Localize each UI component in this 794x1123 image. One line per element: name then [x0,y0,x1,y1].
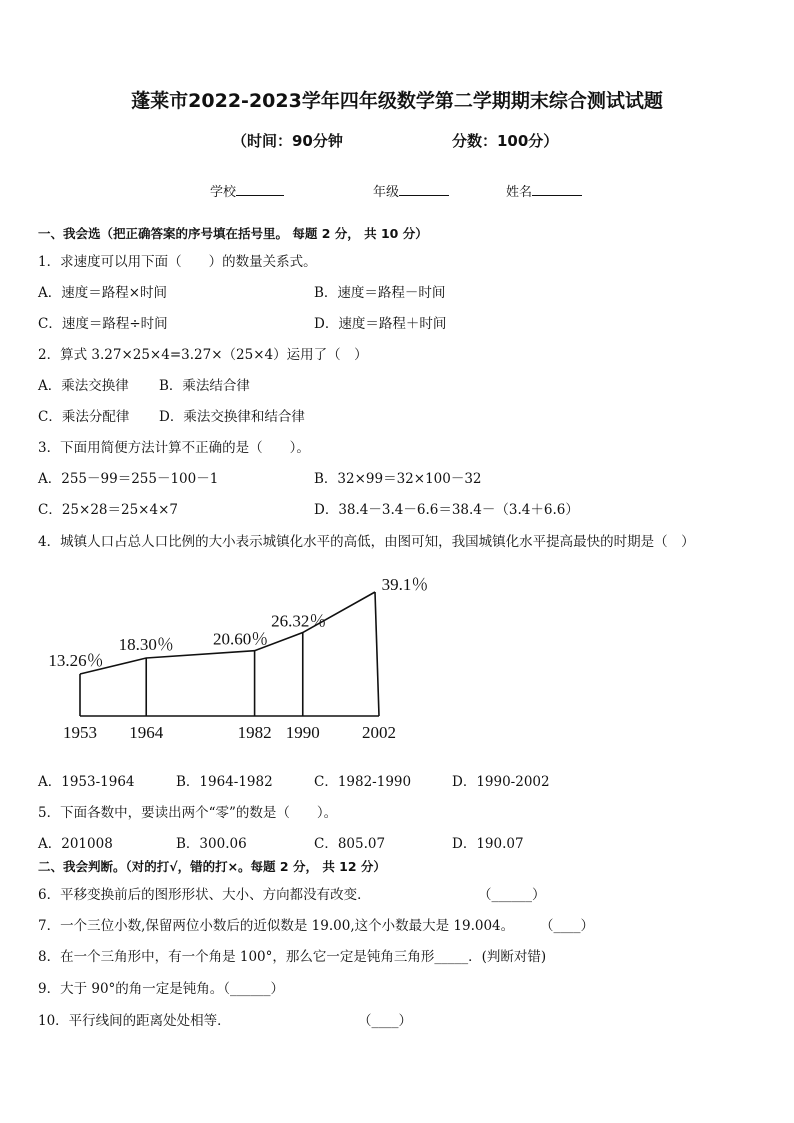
q1-option-a[interactable]: A．速度＝路程×时间 [38,285,168,301]
page-title: 蓬莱市2022-2023学年四年级数学第二学期期末综合测试试题 [131,90,663,112]
chart-data-label: 18.30％ [118,635,174,655]
chart-data-label: 20.60％ [212,629,269,649]
q4-option-b[interactable]: B．1964-1982 [176,774,273,790]
exam-score: 分数：100分） [452,132,559,150]
school-label: 学校 [210,185,237,200]
q2-option-d[interactable]: D．乘法交换律和结合律 [159,409,305,425]
section-2-heading: 二、我会判断。（对的打√，错的打×。每题 2 分， 共 12 分） [38,859,386,874]
q5-option-c[interactable]: C．805.07 [314,836,386,852]
q5-option-a[interactable]: A．201008 [38,836,113,852]
q3-option-a[interactable]: A．255－99＝255－100－1 [38,471,219,487]
q10-answer-blank[interactable]: （____） [358,1013,412,1029]
q4-option-d[interactable]: D．1990-2002 [452,774,550,790]
chart-data-label: 13.26％ [48,651,104,670]
q1-option-c[interactable]: C．速度＝路程÷时间 [38,316,168,332]
q2-option-b[interactable]: B．乘法结合律 [159,378,250,394]
q1-option-b[interactable]: B．速度＝路程－时间 [314,285,446,301]
chart-tick-label: 1964 [129,723,164,742]
section-1-heading: 一、我会选（把正确答案的序号填在括号里。 每题 2 分， 共 10 分） [38,226,428,241]
name-blank[interactable] [532,183,582,196]
q3-option-c[interactable]: C．25×28＝25×4×7 [38,502,178,518]
chart-vertical-2002 [375,592,379,716]
question-2: 2．算式 3.27×25×4=3.27×（25×4）运用了（ ） [38,347,368,363]
school-field [210,181,284,200]
chart-tick-label: 1953 [63,723,97,742]
q1-option-d[interactable]: D．速度＝路程＋时间 [314,316,447,332]
q5-option-d[interactable]: D．190.07 [452,836,524,852]
q7-answer-blank[interactable]: （____） [540,918,594,934]
q3-option-d[interactable]: D．38.4－3.4－6.6＝38.4－（3.4＋6.6） [314,502,579,518]
grade-blank[interactable] [399,183,449,196]
q2-option-c[interactable]: C．乘法分配律 [38,409,130,425]
name-field [506,181,582,200]
question-10: 10．平行线间的距离处处相等． [38,1013,231,1029]
q5-option-b[interactable]: B．300.06 [176,836,247,852]
exam-time: （时间：90分钟 [232,132,343,150]
question-9: 9．大于 90°的角一定是钝角。（______） [38,981,285,997]
q6-answer-blank[interactable]: （______） [478,887,546,903]
question-5: 5．下面各数中，要读出两个“零”的数是（ ）。 [38,805,338,821]
urbanization-chart [30,572,450,752]
q4-option-c[interactable]: C．1982-1990 [314,774,412,790]
q4-option-a[interactable]: A．1953-1964 [38,774,135,790]
grade-field [373,181,449,200]
chart-tick-label: 1982 [237,723,272,742]
chart-data-label: 26.32％ [271,611,327,631]
question-7: 7．一个三位小数,保留两位小数后的近似数是 19.00,这个小数最大是 19.004。 [38,918,515,934]
question-6: 6．平移变换前后的图形形状、大小、方向都没有改变． [38,887,371,903]
school-blank[interactable] [236,183,284,196]
question-4: 4．城镇人口占总人口比例的大小表示城镇化水平的高低，由图可知，我国城镇化水平提高最快的时期是（ ） [38,534,695,550]
q3-option-b[interactable]: B．32×99＝32×100－32 [314,471,482,487]
name-label: 姓名 [506,185,533,200]
q2-option-a[interactable]: A．乘法交换律 [38,378,129,394]
question-8: 8．在一个三角形中，有一个角是 100°，那么它一定是钝角三角形_____．(判断对错) [38,949,547,965]
chart-data-label: 39.1％ [381,575,429,594]
question-3: 3．下面用简便方法计算不正确的是（ ）。 [38,440,310,456]
chart-tick-label: 2002 [362,723,396,742]
grade-label: 年级 [373,185,400,200]
question-1: 1．求速度可以用下面（ ）的数量关系式。 [38,254,317,270]
chart-tick-label: 1990 [285,723,320,742]
